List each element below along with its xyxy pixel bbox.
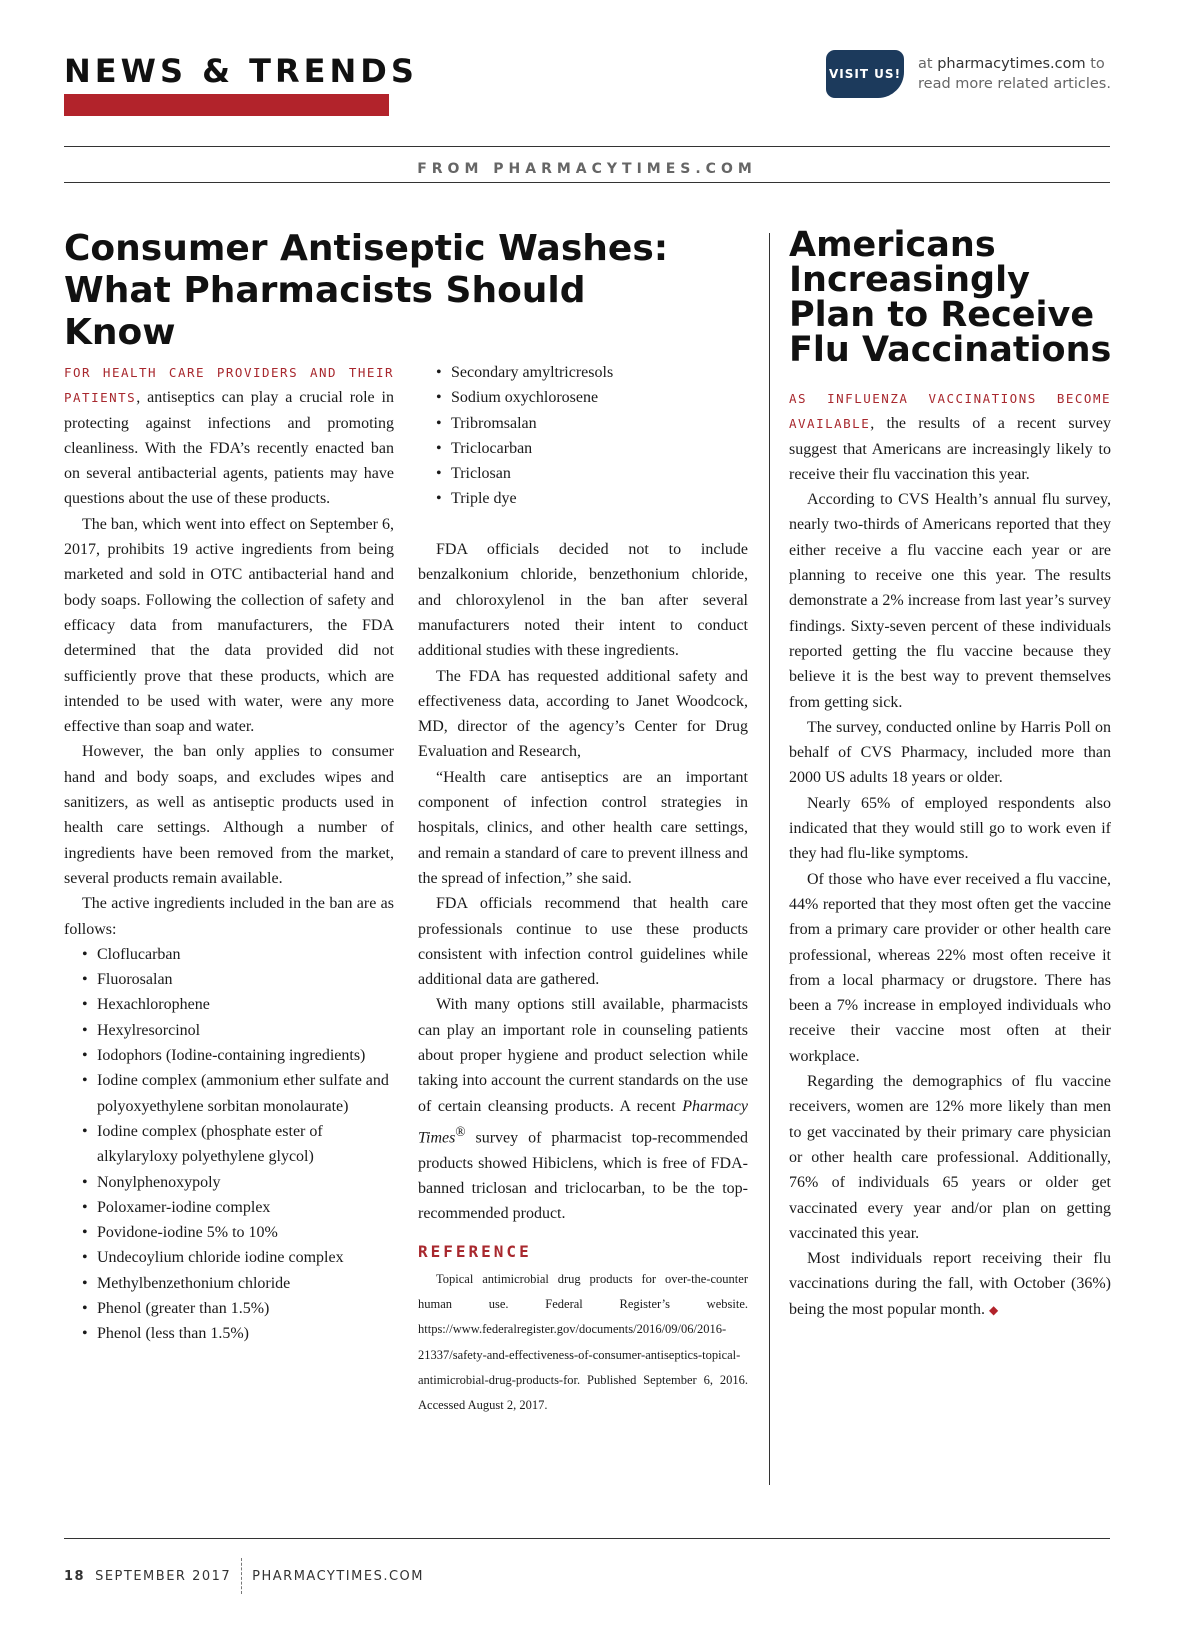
main-paragraph-9: With many options still available, pharmacists can play an important role in counseling patients about proper hygiene and product selection while taking into account the current standards on the use of certain cleansing products. A recent Pharmacy Times® survey of pharmacist top-recommended products showed Hibiclens, which is free of FDA-banned triclosan and triclocarban, to be the top-recommended product.	[418, 996, 748, 1223]
side-article-column	[789, 386, 1111, 1323]
list-item: • Iodine complex (ammonium ether sulfate and polyoxyethylene sorbitan monolaurate)	[64, 1068, 394, 1119]
side-paragraph-6: Regarding the demographics of flu vaccine receivers, women are 12% more likely than men to get vaccinated by their primary care physician or other health care professional. Additionally, 76% of individuals 65 years or older get vaccinated every year and/or plan on getting vaccinated this year.	[789, 1073, 1111, 1242]
main-article-column-2	[418, 360, 748, 1419]
list-item: • Secondary amyltricresols	[418, 360, 748, 385]
visit-mid: to	[1090, 56, 1105, 72]
list-item: • Sodium oxychlorosene	[418, 385, 748, 410]
footer-divider	[241, 1558, 242, 1594]
side-paragraph-2: According to CVS Health’s annual flu survey, nearly two-thirds of Americans reported that they either receive a flu vaccine each year or are planning to receive one this year. The results demonstrate a 2% increase from last year’s survey findings. Sixty-seven percent of these individuals reported getting the flu vaccine because they believe it is the best way to prevent themselves from getting sick.	[789, 491, 1111, 711]
visit-suffix: read more related articles.	[918, 76, 1111, 92]
list-item: • Triclocarban	[418, 436, 748, 461]
list-item: • Undecoylium chloride iodine complex	[64, 1245, 394, 1270]
list-item: • Povidone-iodine 5% to 10%	[64, 1220, 394, 1245]
source-rule-top	[64, 146, 1110, 147]
list-item: • Iodophors (Iodine-containing ingredients)	[64, 1043, 394, 1068]
main-article-column-1	[64, 360, 394, 1347]
visit-us-badge[interactable]: VISIT US!	[826, 50, 904, 98]
list-item: • Hexachlorophene	[64, 992, 394, 1017]
visit-site-link[interactable]: pharmacytimes.com	[937, 56, 1086, 72]
page-number: 18	[64, 1568, 86, 1584]
main-article-title	[64, 228, 704, 354]
source-rule-bottom	[64, 182, 1110, 183]
list-item: • Tribromsalan	[418, 411, 748, 436]
section-title: NEWS & TRENDS	[64, 52, 418, 90]
visit-prefix: at	[918, 56, 933, 72]
section-title-underline	[64, 94, 389, 116]
visit-us-text	[918, 54, 1148, 94]
footer-rule	[64, 1538, 1110, 1539]
column-divider	[769, 233, 770, 1485]
list-item: • Poloxamer-iodine complex	[64, 1195, 394, 1220]
issue-date: SEPTEMBER 2017	[95, 1568, 232, 1584]
side-paragraph-1: AS INFLUENZA VACCINATIONS BECOME AVAILABLE, the results of a recent survey suggest that Americans are increasingly likely to receive their flu vaccination this year.	[789, 391, 1111, 483]
source-label: FROM PHARMACYTIMES.COM	[417, 161, 757, 177]
list-item: • Cloflucarban	[64, 942, 394, 967]
main-lead-in: FOR HEALTH CARE PROVIDERS AND THEIR PATIENTS	[64, 365, 394, 406]
publication-name: Pharmacy Times	[418, 1097, 748, 1147]
main-paragraph-2: The ban, which went into effect on September 6, 2017, prohibits 19 active ingredients from being marketed and sold in OTC antibacterial hand and body soaps. Following the collection of safety and efficacy data from manufacturers, the FDA determined that the data provided did not sufficiently prove that these products, which are intended to be used with water, were any more effective than soap and water.	[64, 515, 394, 736]
side-paragraph-7: Most individuals report receiving their flu vaccinations during the fall, with October (36%) being the most popular month. ◆	[789, 1250, 1111, 1318]
reference-text: Topical antimicrobial drug products for over-the-counter human use. Federal Register’s website. https://www.federalregister.gov/documents/2016/09/06/2016-21337/safety-and-effectiveness-of-consumer-antiseptics-topical-antimicrobial-drug-products-for. Published September 6, 2016. Accessed August 2, 2017.	[418, 1271, 748, 1413]
list-item: • Methylbenzethonium chloride	[64, 1271, 394, 1296]
list-item: • Fluorosalan	[64, 967, 394, 992]
ingredient-list	[64, 942, 394, 1347]
list-item: • Triple dye	[418, 486, 748, 511]
main-title-line-2: What Pharmacists Should Know	[64, 270, 586, 353]
main-paragraph-3: However, the ban only applies to consumer hand and body soaps, and excludes wipes and sanitizers, as well as antiseptic products used in health care settings. Although a number of ingredients have been removed from the market, several products remain available.	[64, 743, 394, 887]
main-paragraph-1: FOR HEALTH CARE PROVIDERS AND THEIR PATIENTS, antiseptics can play a crucial role in protecting against infections and promoting cleanliness. With the FDA’s recently enacted ban on several antibacterial agents, patients may have questions about the use of these products.	[64, 365, 394, 508]
list-item: • Phenol (greater than 1.5%)	[64, 1296, 394, 1321]
main-paragraph-4: The active ingredients included in the ban are as follows:	[64, 895, 394, 938]
list-item: • Phenol (less than 1.5%)	[64, 1321, 394, 1346]
main-paragraph-7: “Health care antiseptics are an important component of infection control strategies in hospitals, clinics, and other health care settings, and remain a standard of care to prevent illness and the spread of infection,” she said.	[418, 768, 748, 887]
page-footer	[64, 1558, 424, 1594]
main-paragraph-6: The FDA has requested additional safety and effectiveness data, according to Janet Woodcock, MD, director of the agency’s Center for Drug Evaluation and Research,	[418, 667, 748, 761]
list-item: • Nonylphenoxypoly	[64, 1170, 394, 1195]
list-item: • Triclosan	[418, 461, 748, 486]
side-paragraph-5: Of those who have ever received a flu vaccine, 44% reported that they most often get the vaccine from a primary care provider or other health care professional, whereas 22% most often receive it from a local pharmacy or drugstore. There has been a 7% increase in employed individuals who receive their vaccine most often at their workplace.	[789, 870, 1111, 1065]
list-item: • Iodine complex (phosphate ester of alkylaryloxy polyethylene glycol)	[64, 1119, 394, 1170]
side-paragraph-4: Nearly 65% of employed respondents also indicated that they would still go to work even if they had flu-like symptoms.	[789, 794, 1111, 863]
list-item: • Hexylresorcinol	[64, 1018, 394, 1043]
main-paragraph-5: FDA officials decided not to include benzalkonium chloride, benzethonium chloride, and chloroxylenol in the ban after several manufacturers noted their intent to conduct additional studies with these ingredients.	[418, 541, 748, 660]
side-article-title: Americans Increasingly Plan to Receive Flu Vaccinations	[789, 225, 1112, 370]
footer-site[interactable]: PHARMACYTIMES.COM	[252, 1568, 424, 1584]
reference-heading: REFERENCE	[418, 1242, 532, 1262]
main-paragraph-8: FDA officials recommend that health care professionals continue to use these products consistent with infection control guidelines while additional data are gathered.	[418, 895, 748, 989]
end-mark-icon: ◆	[988, 1302, 999, 1317]
side-paragraph-3: The survey, conducted online by Harris Poll on behalf of CVS Pharmacy, included more than 2000 US adults 18 years or older.	[789, 718, 1111, 787]
main-title-line-1: Consumer Antiseptic Washes:	[64, 228, 669, 269]
list-spacer	[418, 512, 748, 537]
ingredient-list-continued	[418, 360, 748, 512]
side-lead-in: AS INFLUENZA VACCINATIONS BECOME AVAILABLE	[789, 391, 1111, 432]
